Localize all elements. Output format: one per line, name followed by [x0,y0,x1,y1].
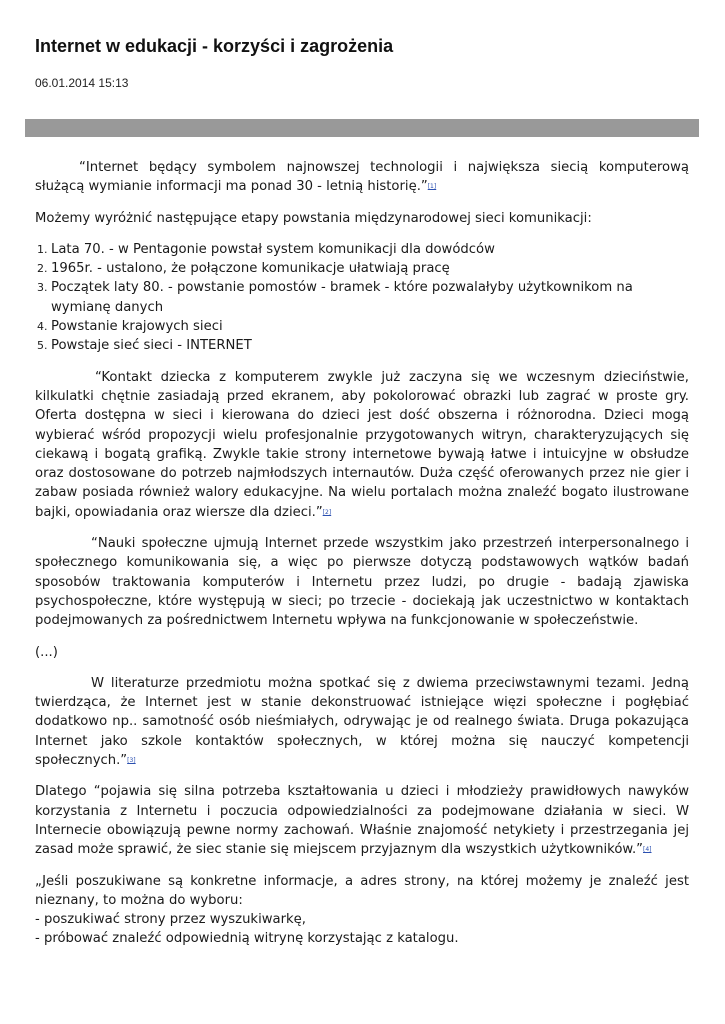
text-line: - próbować znaleźć odpowiednią witrynę korzystając z katalogu. [35,931,459,947]
paragraph-text: “Internet będący symbolem najnowszej technologii i największa siecią komputerową służącą wymianie informacji ma ponad 30 - letnią historię.” [35,160,689,195]
footnote-link-1[interactable]: [1] [427,183,437,191]
list-item: 2. 1965r. - ustalono, że połączone komunikacje ułatwiają pracę [51,259,689,278]
paragraph-text: Dlatego “pojawia się silna potrzeba kształtowania u dzieci i młodzieży prawidłowych nawyków korzystania z Internetu i poczucia odpowiedzialności za podejmowane działania w sieci. W Internecie obowiązują pewne normy zachowań. Właśnie znajomość netykiety i przestrzegania jej zasad może sprawić, że siec stanie się miejscem przyjaznym dla wszystkich użytkowników.” [35,784,689,858]
paragraph-quote-2 [35,368,689,522]
paragraph-quote-5 [35,782,689,859]
text-line: „Jeśli poszukiwane są konkretne informacje, a adres strony, na której możemy je znaleźć jest nieznany, to można do wyboru: [35,873,689,908]
paragraph-quote-1 [35,158,689,197]
history-list [35,240,689,356]
paragraph-text: W literaturze przedmiotu można spotkać się z dwiema przeciwstawnymi tezami. Jedną twierdząca, że Internet jest w stanie dekonstruować istniejące więzi społeczne i pogłębiać dodatkowo np.. samotność osób nieśmiałych, odrywając je od realnego świata. Druga pokazująca Internet jako szkole kontaktów społecznych, w której można się nauczyć kompetencji społecznych.” [35,675,689,769]
paragraph-search-options [35,872,689,949]
header-divider-bar [25,119,699,137]
list-item: 4. Powstanie krajowych sieci [51,317,689,336]
paragraph-quote-3: “Nauki społeczne ujmują Internet przede wszystkim jako przestrzeń interpersonalnego i społecznego komunikowania się, a więc po pierwsze dotyczą podstawowych wątków badań sposobów traktowania komputerów i Internetu przez ludzi, po drugie - badają zjawiska psychospołeczne, które występują w sieci; po trzecie - dociekają jak uczestnictwo w kontaktach podejmowanych za pośrednictwem Internetu wpływa na funkcjonowanie w społeczeństwie. [35,536,689,629]
list-item: 5. Powstaje sieć sieci - INTERNET [51,336,689,355]
text-line: - poszukiwać strony przez wyszukiwarkę, [35,912,306,928]
article-date: 06.01.2014 15:13 [35,76,129,90]
list-item: 3. Początek laty 80. - powstanie pomostów - bramek - które pozwalałyby użytkownikom na wymianę danych [51,278,689,317]
paragraph-quote-4 [35,674,689,770]
footnote-link-4[interactable]: [4] [643,846,652,854]
article-title: Internet w edukacji - korzyści i zagrożenia [35,36,394,56]
list-item: 1. Lata 70. - w Pentagonie powstał system komunikacji dla dowódców [51,240,689,259]
article-body [35,158,689,961]
footnote-link-3[interactable]: [3] [127,757,136,765]
paragraph-intro-list: Możemy wyróżnić następujące etapy powstania międzynarodowej sieci komunikacji: [35,210,592,226]
footnote-link-2[interactable]: [2] [322,508,332,516]
paragraph-text: “Kontakt dziecka z komputerem zwykle już zaczyna się we wczesnym dzieciństwie, kilkulatki chętnie zasiadają przed ekranem, aby pokolorować obrazki lub zagrać w proste gry. Oferta dostępna w sieci i kierowana do dzieci jest dość obszerna i różnorodna. Dzieci mogą wybierać wśród propozycji wielu profesjonalnie przygotowanych witryn, charakteryzujących się ciekawą i bogatą grafiką. Zwykle takie strony internetowe bywają łatwe i intuicyjne w obsłudze oraz dostosowane do potrzeb najmłodszych internautów. Duża część oferowanych przez nie gier i zabaw posiada również walory edukacyjne. Na wielu portalach można znaleźć bogato ilustrowane bajki, opowiadania oraz wiersze dla dzieci.” [35,369,689,520]
paragraph-ellipsis: (...) [35,644,58,660]
